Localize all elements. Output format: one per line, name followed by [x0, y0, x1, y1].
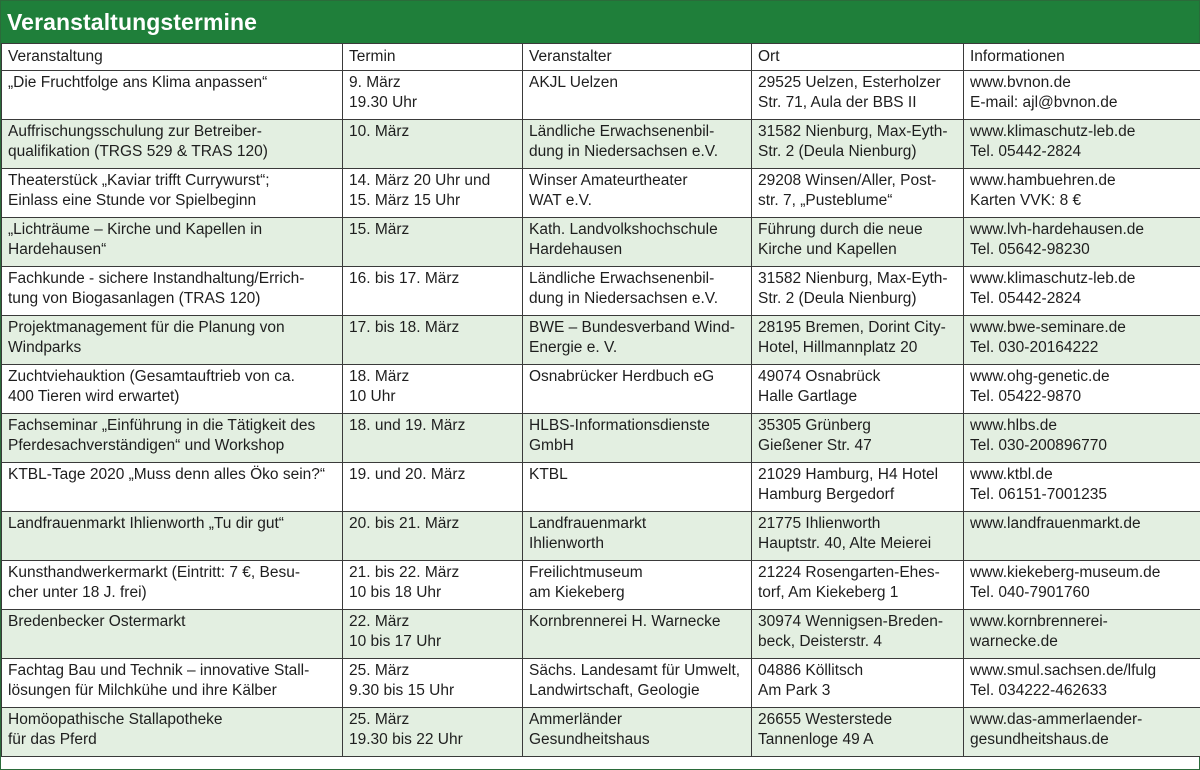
veranstaltung-line: Hardehausen“ — [8, 241, 107, 258]
termin-line: 10 bis 17 Uhr — [349, 633, 442, 650]
informationen-line: Tel. 05442-2824 — [970, 290, 1082, 307]
table-row — [2, 365, 1200, 414]
informationen-line: Tel. 030-20164222 — [970, 339, 1099, 356]
column-header-ort: Ort — [752, 44, 964, 71]
ort-line: torf, Am Kiekeberg 1 — [758, 584, 899, 601]
ort-line: str. 7, „Pusteblume“ — [758, 192, 893, 209]
column-header-veranstalter: Veranstalter — [523, 44, 752, 71]
table-row — [2, 414, 1200, 463]
informationen-line: gesundheitshaus.de — [970, 731, 1109, 748]
informationen-line: Tel. 030-200896770 — [970, 437, 1108, 454]
ort-line: 31582 Nienburg, Max-Eyth- — [758, 123, 948, 140]
informationen-line: www.klimaschutz-leb.de — [970, 123, 1136, 140]
ort-line: Str. 2 (Deula Nienburg) — [758, 290, 917, 307]
veranstaltung-line: cher unter 18 J. frei) — [8, 584, 147, 601]
informationen-line: www.kornbrennerei- — [970, 613, 1108, 630]
termin-line: 14. März 20 Uhr und — [349, 172, 491, 189]
cell-termin — [343, 169, 523, 218]
veranstaltung-line: Auffrischungsschulung zur Betreiber- — [8, 123, 262, 140]
column-header-termin: Termin — [343, 44, 523, 71]
cell-informationen — [964, 267, 1200, 316]
ort-line: 21029 Hamburg, H4 Hotel — [758, 466, 939, 483]
ort-line: 35305 Grünberg — [758, 417, 871, 434]
informationen-line: Tel. 05642-98230 — [970, 241, 1090, 258]
veranstaltung-line: Pferdesachverständigen“ und Workshop — [8, 437, 285, 454]
ort-line: Hauptstr. 40, Alte Meierei — [758, 535, 932, 552]
cell-ort — [752, 71, 964, 120]
column-header-veranstaltung: Veranstaltung — [2, 44, 343, 71]
table-row — [2, 708, 1200, 757]
veranstaltung-line: Bredenbecker Ostermarkt — [8, 613, 186, 630]
cell-veranstaltung — [2, 512, 343, 561]
informationen-line: www.ktbl.de — [970, 466, 1053, 483]
cell-termin — [343, 414, 523, 463]
termin-line: 18. März — [349, 368, 410, 385]
cell-termin — [343, 659, 523, 708]
termin-line: 15. März — [349, 221, 410, 238]
cell-veranstalter — [523, 365, 752, 414]
veranstaltung-line: Fachtag Bau und Technik – innovative Stall- — [8, 662, 310, 679]
veranstaltung-line: Windparks — [8, 339, 82, 356]
veranstalter-line: Winser Amateurtheater — [529, 172, 688, 189]
informationen-line: Tel. 06151-7001235 — [970, 486, 1108, 503]
veranstaltung-line: Landfrauenmarkt Ihlienworth „Tu dir gut“ — [8, 515, 284, 532]
cell-termin — [343, 463, 523, 512]
cell-veranstalter — [523, 561, 752, 610]
termin-line: 19.30 bis 22 Uhr — [349, 731, 463, 748]
veranstalter-line: Ländliche Erwachsenenbil- — [529, 270, 715, 287]
table-row — [2, 120, 1200, 169]
termin-line: 25. März — [349, 711, 410, 728]
cell-veranstalter — [523, 267, 752, 316]
termin-line: 22. März — [349, 613, 410, 630]
informationen-line: Tel. 040-7901760 — [970, 584, 1090, 601]
table-row — [2, 316, 1200, 365]
cell-termin — [343, 316, 523, 365]
cell-veranstaltung — [2, 169, 343, 218]
cell-termin — [343, 71, 523, 120]
termin-line: 19.30 Uhr — [349, 94, 418, 111]
informationen-line: www.ohg-genetic.de — [970, 368, 1110, 385]
table-row — [2, 512, 1200, 561]
veranstalter-line: BWE – Bundesverband Wind- — [529, 319, 735, 336]
cell-ort — [752, 267, 964, 316]
ort-line: 30974 Wennigsen-Breden- — [758, 613, 943, 630]
ort-line: 29208 Winsen/Aller, Post- — [758, 172, 937, 189]
cell-veranstaltung — [2, 365, 343, 414]
cell-ort — [752, 512, 964, 561]
informationen-line: www.das-ammerlaender- — [970, 711, 1143, 728]
informationen-line: www.lvh-hardehausen.de — [970, 221, 1145, 238]
veranstaltung-line: „Die Fruchtfolge ans Klima anpassen“ — [8, 74, 268, 91]
ort-line: 28195 Bremen, Dorint City- — [758, 319, 946, 336]
cell-veranstaltung — [2, 561, 343, 610]
table-row — [2, 218, 1200, 267]
veranstalter-line: GmbH — [529, 437, 574, 454]
ort-line: 04886 Köllitsch — [758, 662, 864, 679]
veranstaltung-line: Theaterstück „Kaviar trifft Currywurst“; — [8, 172, 270, 189]
informationen-line: www.kiekeberg-museum.de — [970, 564, 1161, 581]
veranstaltung-line: qualifikation (TRGS 529 & TRAS 120) — [8, 143, 268, 160]
cell-veranstaltung — [2, 414, 343, 463]
informationen-line: www.smul.sachsen.de/lfulg — [970, 662, 1157, 679]
informationen-line: Tel. 034222-462633 — [970, 682, 1108, 699]
termin-line: 17. bis 18. März — [349, 319, 460, 336]
ort-line: 21775 Ihlienworth — [758, 515, 881, 532]
cell-veranstaltung — [2, 463, 343, 512]
cell-veranstalter — [523, 463, 752, 512]
informationen-line: E-mail: ajl@bvnon.de — [970, 94, 1118, 111]
veranstaltung-line: KTBL-Tage 2020 „Muss denn alles Öko sein?“ — [8, 466, 326, 483]
veranstaltung-line: Zuchtviehauktion (Gesamtauftrieb von ca. — [8, 368, 295, 385]
informationen-line: warnecke.de — [970, 633, 1058, 650]
cell-informationen — [964, 316, 1200, 365]
cell-ort — [752, 120, 964, 169]
cell-informationen — [964, 218, 1200, 267]
cell-ort — [752, 414, 964, 463]
termin-line: 16. bis 17. März — [349, 270, 460, 287]
informationen-line: www.hambuehren.de — [970, 172, 1116, 189]
cell-termin — [343, 365, 523, 414]
informationen-line: www.hlbs.de — [970, 417, 1058, 434]
cell-veranstaltung — [2, 120, 343, 169]
informationen-line: Tel. 05422-9870 — [970, 388, 1082, 405]
ort-line: 49074 Osnabrück — [758, 368, 881, 385]
cell-termin — [343, 512, 523, 561]
veranstaltung-line: „Lichträume – Kirche und Kapellen in — [8, 221, 263, 238]
cell-ort — [752, 463, 964, 512]
veranstalter-line: AKJL Uelzen — [529, 74, 619, 91]
veranstaltung-line: Homöopathische Stallapotheke — [8, 711, 223, 728]
veranstalter-line: Sächs. Landesamt für Umwelt, — [529, 662, 741, 679]
veranstalter-line: Landwirtschaft, Geologie — [529, 682, 700, 699]
informationen-line: Tel. 05442-2824 — [970, 143, 1082, 160]
cell-ort — [752, 218, 964, 267]
ort-line: Kirche und Kapellen — [758, 241, 897, 258]
veranstaltung-line: für das Pferd — [8, 731, 97, 748]
termin-line: 9. März — [349, 74, 401, 91]
veranstaltung-line: lösungen für Milchkühe und ihre Kälber — [8, 682, 277, 699]
veranstalter-line: Hardehausen — [529, 241, 623, 258]
cell-termin — [343, 708, 523, 757]
cell-veranstalter — [523, 316, 752, 365]
cell-termin — [343, 267, 523, 316]
cell-ort — [752, 561, 964, 610]
ort-line: Am Park 3 — [758, 682, 831, 699]
cell-veranstalter — [523, 169, 752, 218]
cell-informationen — [964, 120, 1200, 169]
veranstalter-line: Gesundheitshaus — [529, 731, 650, 748]
veranstaltung-line: Einlass eine Stunde vor Spielbeginn — [8, 192, 257, 209]
veranstalter-line: Freilichtmuseum — [529, 564, 643, 581]
cell-ort — [752, 708, 964, 757]
cell-veranstaltung — [2, 708, 343, 757]
veranstalter-line: dung in Niedersachsen e.V. — [529, 290, 719, 307]
cell-veranstaltung — [2, 71, 343, 120]
cell-informationen — [964, 610, 1200, 659]
cell-veranstalter — [523, 659, 752, 708]
veranstalter-line: Osnabrücker Herdbuch eG — [529, 368, 715, 385]
veranstaltung-line: Projektmanagement für die Planung von — [8, 319, 285, 336]
cell-informationen — [964, 463, 1200, 512]
cell-informationen — [964, 512, 1200, 561]
termin-line: 21. bis 22. März — [349, 564, 460, 581]
termin-line: 10. März — [349, 123, 410, 140]
termin-line: 15. März 15 Uhr — [349, 192, 461, 209]
cell-ort — [752, 610, 964, 659]
veranstaltung-line: tung von Biogasanlagen (TRAS 120) — [8, 290, 261, 307]
termin-line: 25. März — [349, 662, 410, 679]
cell-ort — [752, 169, 964, 218]
cell-termin — [343, 120, 523, 169]
table-header-row — [2, 44, 1200, 71]
veranstaltung-line: Kunsthandwerkermarkt (Eintritt: 7 €, Besu- — [8, 564, 301, 581]
ort-line: 29525 Uelzen, Esterholzer — [758, 74, 941, 91]
informationen-line: www.klimaschutz-leb.de — [970, 270, 1136, 287]
cell-veranstalter — [523, 708, 752, 757]
cell-informationen — [964, 71, 1200, 120]
cell-veranstaltung — [2, 267, 343, 316]
table-row — [2, 463, 1200, 512]
cell-veranstalter — [523, 414, 752, 463]
cell-veranstaltung — [2, 218, 343, 267]
cell-informationen — [964, 708, 1200, 757]
cell-veranstalter — [523, 610, 752, 659]
termin-line: 18. und 19. März — [349, 417, 466, 434]
termin-line: 9.30 bis 15 Uhr — [349, 682, 455, 699]
veranstalter-line: Kath. Landvolkshochschule — [529, 221, 718, 238]
ort-line: Str. 2 (Deula Nienburg) — [758, 143, 917, 160]
termin-line: 19. und 20. März — [349, 466, 466, 483]
events-table — [1, 43, 1200, 757]
cell-informationen — [964, 365, 1200, 414]
ort-line: Tannenloge 49 A — [758, 731, 874, 748]
table-row — [2, 169, 1200, 218]
cell-informationen — [964, 414, 1200, 463]
cell-ort — [752, 365, 964, 414]
termin-line: 10 bis 18 Uhr — [349, 584, 442, 601]
veranstalter-line: Kornbrennerei H. Warnecke — [529, 613, 721, 630]
veranstaltung-line: 400 Tieren wird erwartet) — [8, 388, 180, 405]
cell-ort — [752, 659, 964, 708]
cell-veranstalter — [523, 71, 752, 120]
termin-line: 20. bis 21. März — [349, 515, 460, 532]
cell-termin — [343, 610, 523, 659]
cell-veranstaltung — [2, 610, 343, 659]
ort-line: beck, Deisterstr. 4 — [758, 633, 883, 650]
table-body — [2, 71, 1200, 757]
veranstalter-line: Ländliche Erwachsenenbil- — [529, 123, 715, 140]
cell-ort — [752, 316, 964, 365]
cell-veranstalter — [523, 512, 752, 561]
ort-line: Str. 71, Aula der BBS II — [758, 94, 917, 111]
veranstaltung-line: Fachkunde - sichere Instandhaltung/Errich- — [8, 270, 305, 287]
cell-informationen — [964, 561, 1200, 610]
informationen-line: www.bwe-seminare.de — [970, 319, 1126, 336]
ort-line: 31582 Nienburg, Max-Eyth- — [758, 270, 948, 287]
ort-line: 21224 Rosengarten-Ehes- — [758, 564, 940, 581]
informationen-line: www.bvnon.de — [970, 74, 1071, 91]
ort-line: Führung durch die neue — [758, 221, 923, 238]
cell-informationen — [964, 659, 1200, 708]
table-row — [2, 561, 1200, 610]
veranstalter-line: KTBL — [529, 466, 568, 483]
page-title: Veranstaltungstermine — [1, 1, 1199, 43]
veranstaltung-line: Fachseminar „Einführung in die Tätigkeit des — [8, 417, 316, 434]
veranstalter-line: am Kiekeberg — [529, 584, 625, 601]
table-row — [2, 610, 1200, 659]
table-row — [2, 659, 1200, 708]
ort-line: 26655 Westerstede — [758, 711, 893, 728]
veranstalter-line: Ihlienworth — [529, 535, 604, 552]
veranstalter-line: HLBS-Informationsdienste — [529, 417, 710, 434]
cell-veranstalter — [523, 120, 752, 169]
cell-termin — [343, 218, 523, 267]
informationen-line: Karten VVK: 8 € — [970, 192, 1082, 209]
cell-veranstalter — [523, 218, 752, 267]
cell-informationen — [964, 169, 1200, 218]
veranstalter-line: WAT e.V. — [529, 192, 592, 209]
cell-termin — [343, 561, 523, 610]
termin-line: 10 Uhr — [349, 388, 396, 405]
cell-veranstaltung — [2, 659, 343, 708]
table-row — [2, 267, 1200, 316]
veranstalter-line: Ammerländer — [529, 711, 623, 728]
cell-veranstaltung — [2, 316, 343, 365]
ort-line: Halle Gartlage — [758, 388, 858, 405]
veranstalter-line: dung in Niedersachsen e.V. — [529, 143, 719, 160]
veranstalter-line: Landfrauenmarkt — [529, 515, 647, 532]
ort-line: Gießener Str. 47 — [758, 437, 872, 454]
informationen-line: www.landfrauenmarkt.de — [970, 515, 1141, 532]
ort-line: Hotel, Hillmannplatz 20 — [758, 339, 918, 356]
ort-line: Hamburg Bergedorf — [758, 486, 895, 503]
veranstalter-line: Energie e. V. — [529, 339, 618, 356]
column-header-informationen: Informationen — [964, 44, 1200, 71]
table-row — [2, 71, 1200, 120]
